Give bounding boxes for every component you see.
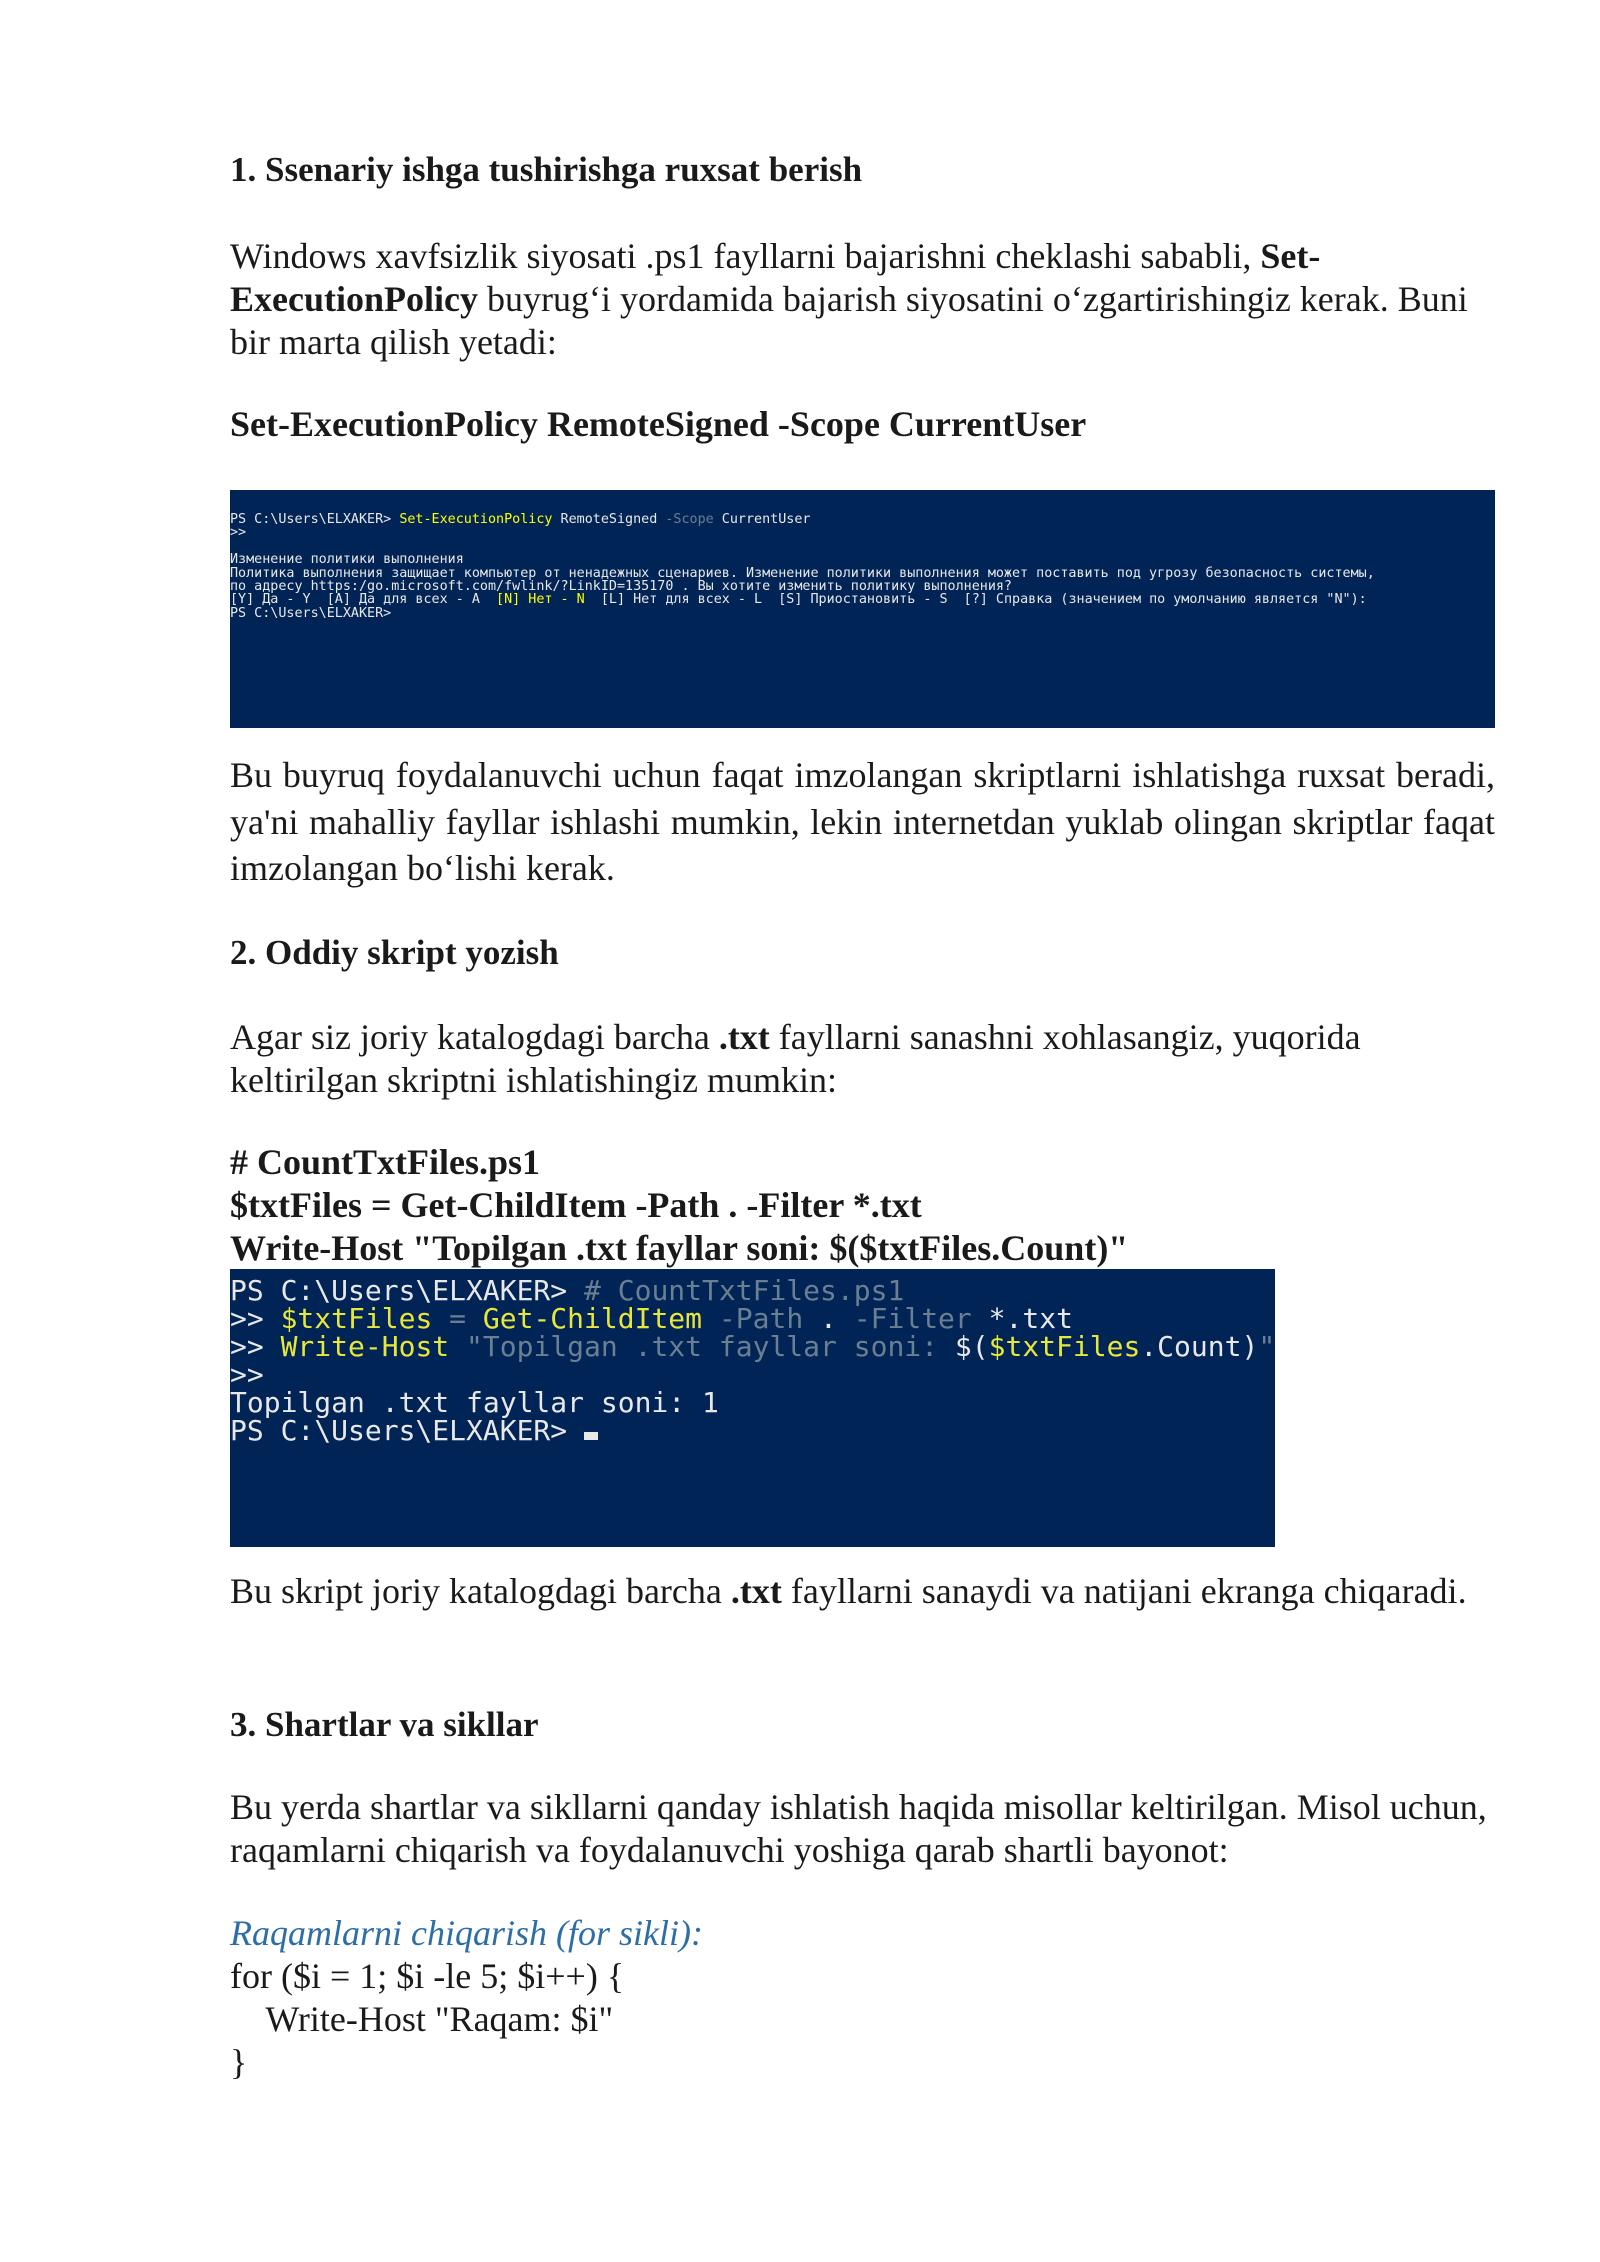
terminal-subexpr: $( bbox=[954, 1330, 989, 1363]
terminal-line bbox=[230, 1413, 1275, 1447]
terminal-string: " bbox=[1258, 1330, 1275, 1363]
terminal-line: по адресу https:/go.microsoft.com/fwlink/?LinkID=135170 . Вы хотите изменить политику выполнения? bbox=[230, 578, 1012, 594]
section-2-intro-text-end: fayllarni sanashni xohlasangiz, yuqorida keltirilgan skriptni ishlatishingiz mumkin: bbox=[230, 1017, 1361, 1100]
terminal-line: Изменение политики выполнения bbox=[230, 552, 464, 568]
terminal-option-default: [N] Нет - N bbox=[496, 592, 585, 608]
section-1-intro bbox=[230, 235, 1495, 364]
terminal-option: [Y] Да - Y [A] Да для всех - A bbox=[230, 592, 497, 608]
terminal-continuation: >> bbox=[230, 1330, 281, 1363]
section-2-explanation-text: Bu skript joriy katalogdagi barcha bbox=[230, 1571, 731, 1611]
terminal-line: Topilgan .txt fayllar soni: 1 bbox=[230, 1386, 719, 1419]
section-2-intro bbox=[230, 1016, 1495, 1102]
terminal-line bbox=[230, 510, 1495, 527]
section-1-intro-text: Windows xavfsizlik siyosati .ps1 fayllarni bajarishni cheklashi sababli, bbox=[230, 236, 1261, 276]
terminal-param: -Path bbox=[702, 1302, 804, 1335]
section-1-explanation: Bu buyruq foydalanuvchi uchun faqat imzolangan skriptlarni ishlatishga ruxsat beradi, ya'ni mahalliy fayllar ishlashi mumkin, lekin internetdan yuklab olingan skriptlar faqat imzolangan bo‘lishi kerak. bbox=[230, 755, 1495, 888]
terminal-param: -Scope bbox=[665, 512, 714, 527]
terminal-param: -Filter bbox=[853, 1302, 972, 1335]
section-1-command: Set-ExecutionPolicy RemoteSigned -Scope CurrentUser bbox=[230, 404, 1087, 444]
terminal-screenshot-execution-policy bbox=[230, 490, 1495, 728]
terminal-operator: = bbox=[432, 1302, 483, 1335]
terminal-variable: $txtFiles bbox=[988, 1330, 1141, 1363]
terminal-line bbox=[230, 1273, 1275, 1307]
code-line: Write-Host "Topilgan .txt fayllar soni: $($txtFiles.Count)" bbox=[230, 1228, 1129, 1268]
terminal-cmdlet: Set-ExecutionPolicy bbox=[399, 512, 553, 527]
terminal-line: Политика выполнения защищает компьютер от ненадежных сценариев. Изменение политики выполнения может поставить под угрозу безопасность системы, bbox=[230, 565, 1375, 581]
section-2-explanation-text-end: fayllarni sanaydi va natijani ekranga chiqaradi. bbox=[781, 1571, 1467, 1611]
terminal-variable: $txtFiles bbox=[280, 1302, 433, 1335]
terminal-line bbox=[230, 537, 1495, 550]
section-1-intro-text-end: buyrug‘i yordamida bajarish siyosatini o‘zgartirishingiz kerak. Buni bir marta qilish yetadi: bbox=[230, 279, 1468, 362]
code-line: } bbox=[230, 2042, 248, 2082]
terminal-line: >> bbox=[230, 1358, 264, 1391]
terminal-line: PS C:\Users\ELXAKER> bbox=[230, 605, 392, 621]
example-title: Raqamlarni chiqarish (for sikli): bbox=[230, 1913, 703, 1953]
code-line: for ($i = 1; $i -le 5; $i++) { bbox=[230, 1956, 625, 1996]
terminal-cmdlet: Write-Host bbox=[280, 1330, 450, 1363]
terminal-prompt: PS C:\Users\ELXAKER> bbox=[230, 1274, 585, 1307]
terminal-line: >> bbox=[230, 525, 247, 541]
terminal-prompt: PS C:\Users\ELXAKER> bbox=[230, 1414, 585, 1447]
terminal-arg: CurrentUser bbox=[713, 512, 811, 527]
code-line: Write-Host "Raqam: $i" bbox=[230, 1999, 614, 2039]
code-line: $txtFiles = Get-ChildItem -Path . -Filter *.txt bbox=[230, 1185, 922, 1225]
terminal-line bbox=[230, 590, 1495, 608]
section-2-explanation-bold: .txt bbox=[730, 1571, 782, 1611]
terminal-line bbox=[230, 1301, 1275, 1335]
terminal-subexpr: .Count) bbox=[1140, 1330, 1259, 1363]
section-1-heading: 1. Ssenariy ishga tushirishga ruxsat berish bbox=[230, 150, 863, 189]
section-2-explanation bbox=[230, 1568, 1495, 1615]
section-1-intro-bold: Set-ExecutionPolicy bbox=[230, 236, 1321, 319]
terminal-arg: *.txt bbox=[971, 1302, 1073, 1335]
section-3-heading: 3. Shartlar va sikllar bbox=[230, 1705, 539, 1744]
terminal-string: "Topilgan .txt fayllar soni: bbox=[449, 1330, 955, 1363]
terminal-arg: RemoteSigned bbox=[552, 512, 666, 527]
terminal-line bbox=[230, 1329, 1275, 1363]
terminal-comment: # CountTxtFiles.ps1 bbox=[584, 1274, 905, 1307]
code-line: # CountTxtFiles.ps1 bbox=[230, 1142, 541, 1182]
terminal-screenshot-count-files bbox=[230, 1269, 1275, 1547]
terminal-prompt: PS C:\Users\ELXAKER> bbox=[230, 512, 400, 527]
terminal-cmdlet: Get-ChildItem bbox=[482, 1302, 703, 1335]
section-3-intro: Bu yerda shartlar va sikllarni qanday ishlatish haqida misollar keltirilgan. Misol uchun, raqamlarni chiqarish va foydalanuvchi yoshiga qarab shartli bayonot: bbox=[230, 1787, 1487, 1870]
terminal-continuation: >> bbox=[230, 1302, 281, 1335]
section-2-intro-bold: .txt bbox=[718, 1017, 770, 1057]
terminal-option: [L] Нет для всех - L [S] Приостановить - S [?] Справка (значением по умолчанию является "N"): bbox=[584, 592, 1367, 608]
terminal-arg: . bbox=[803, 1302, 854, 1335]
section-2-heading: 2. Oddiy skript yozish bbox=[230, 933, 559, 972]
section-2-intro-text: Agar siz joriy katalogdagi barcha bbox=[230, 1017, 719, 1057]
cursor-icon bbox=[584, 1432, 598, 1440]
